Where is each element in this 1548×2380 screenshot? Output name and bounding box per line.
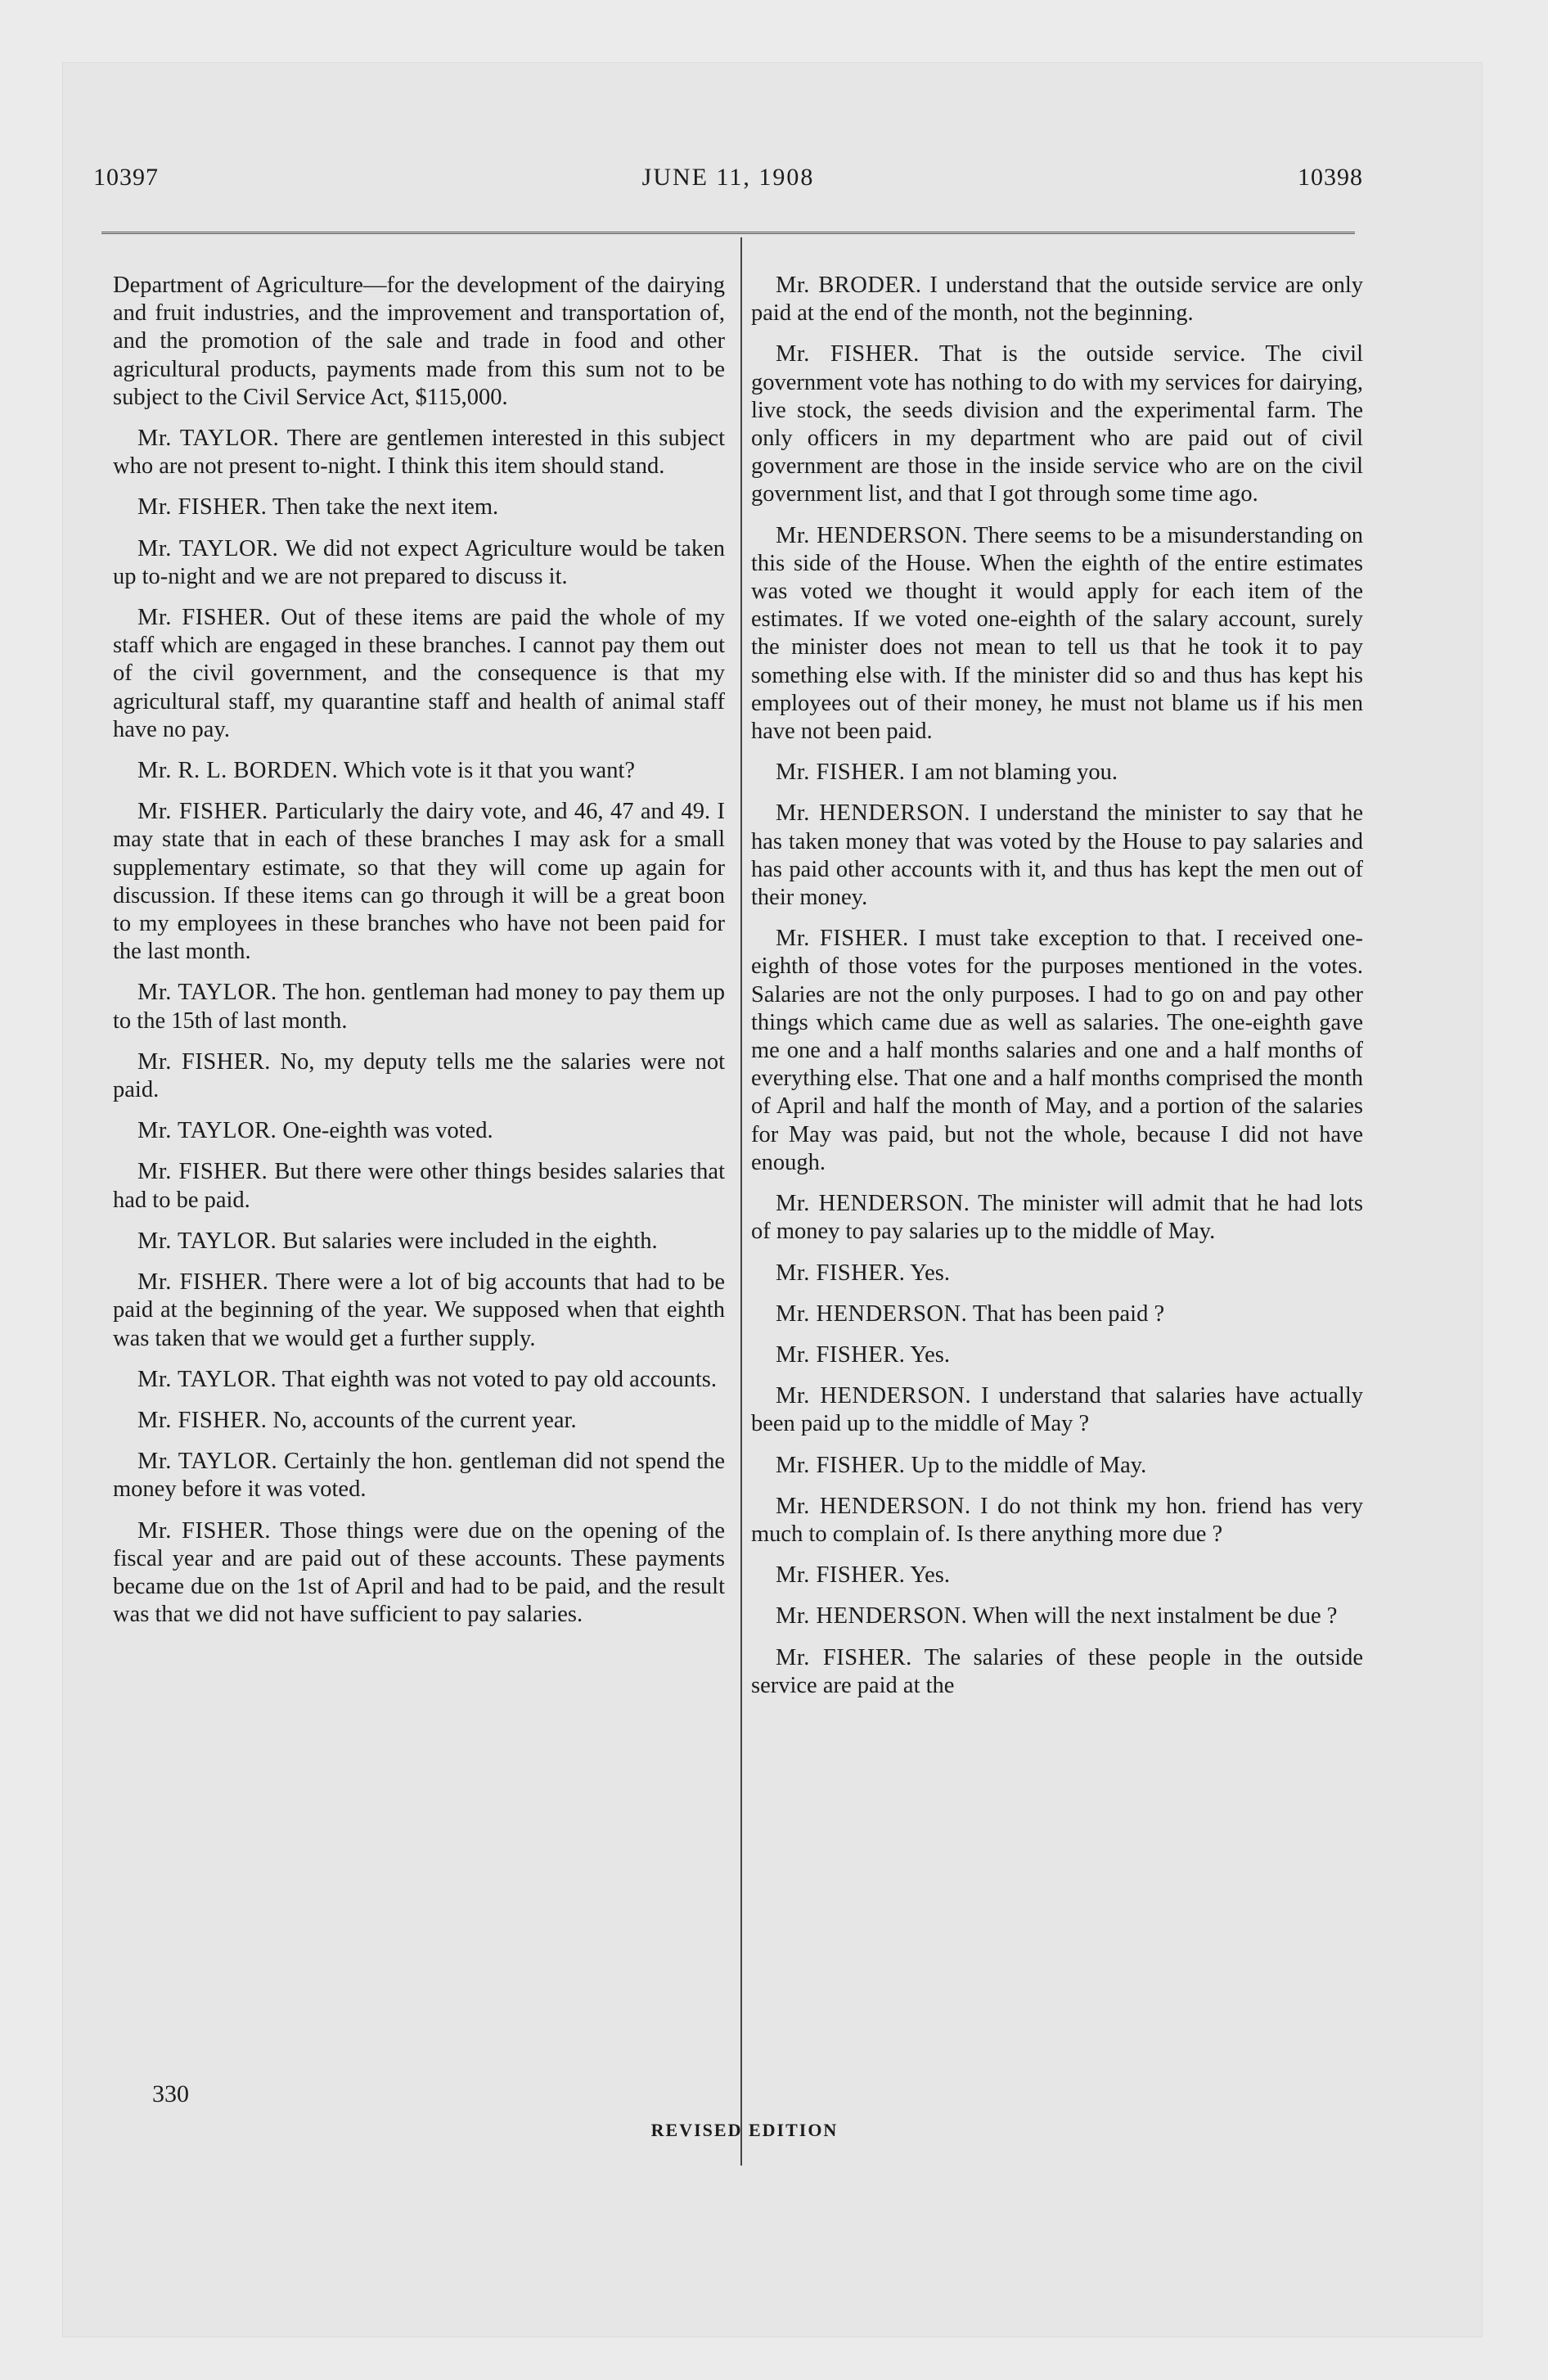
speech-text: The minister will admit that he had lots of money to pay salaries up to the middle of May. [751,1191,1363,1245]
speech-text: Certainly the hon. gentleman did not spend the money before it was voted. [113,1449,726,1503]
debate-paragraph [113,1117,725,1145]
debate-paragraph [113,798,725,966]
speaker-name: Mr. FISHER. [776,1562,906,1589]
speech-text: I understand that the outside service are only paid at the end of the month, not the beginning. [751,273,1363,327]
speech-text: That eighth was not voted to pay old accounts. [281,1366,718,1392]
speaker-name: Mr. FISHER. [137,799,268,825]
edition-label: REVISED EDITION [650,2120,839,2140]
speaker-name: Mr. HENDERSON. [776,1300,968,1327]
speech-text: Out of these items are paid the whole of my staff which are engaged in these branches. I cannot pay them out of the civil government, and the consequence is that my agricultural staff, my quarantine staff and health of animal staff have no pay. [113,605,726,742]
debate-paragraph [751,522,1363,746]
speech-text: I am not blaming you. [911,760,1118,786]
debate-paragraph [751,1644,1363,1700]
speech-text: No, my deputy tells me the salaries were not paid. [113,1048,726,1103]
speaker-name: Mr. R. L. BORDEN. [137,758,339,784]
speech-text: But salaries were included in the eighth. [282,1228,658,1254]
debate-paragraph [751,272,1363,327]
debate-paragraph [113,494,725,521]
debate-paragraph [113,1448,725,1503]
debate-paragraph [113,535,725,591]
debate-paragraph [751,1452,1363,1480]
debate-paragraph [113,1269,725,1353]
speech-text: Department of Agriculture—for the development of the dairying and fruit industries, and the improvement and transportation of, and the promotion of the sale and trade in food and other agricultural products, payments made from this sum not to be subject to the Civil Service Act, $115,000. [113,273,725,410]
speech-text: Particularly the dairy vote, and 46, 47 and 49. I may state that in each of these branches I may ask for a small supplementary estimate, so that they will come up again for discussion. If these items can go through it will be a great boon to my employees in these branches who have not been paid for the last month. [113,799,726,965]
speaker-name: Mr. FISHER. [776,341,920,367]
header-date: JUNE 11, 1908 [641,164,815,191]
debate-paragraph [751,1493,1363,1548]
debate-paragraph [751,1260,1363,1287]
debate-paragraph [751,1300,1363,1328]
speech-text: Yes. [910,1341,951,1368]
speech-text: Which vote is it that you want? [343,758,636,784]
speaker-name: Mr. TAYLOR. [137,535,279,561]
speech-text: I must take exception to that. I received one-eighth of those votes for the purposes mentioned in the votes. Salaries are not the only purposes. I had to go on and pay other things which came due as well as salaries. The one-eighth gave me one and a half months salaries and one and a half months of everything else. That one and a half months comprised the month of April and half the month of May, and a portion of the salaries for May was paid, but not the whole, because I did not have enough. [751,926,1364,1175]
speech-text: Those things were due on the opening of the fiscal year and are paid out of these accounts. These payments became due on the 1st of April and had to be paid, and the result was that we did not have sufficient to pay salaries. [113,1517,725,1628]
debate-paragraph [113,979,725,1034]
speaker-name: Mr. TAYLOR. [137,1366,277,1392]
speaker-name: Mr. HENDERSON. [776,1383,972,1409]
debate-paragraph [751,1562,1363,1589]
page-header [93,164,1363,205]
speech-text: Yes. [910,1260,951,1286]
debate-paragraph [113,1517,725,1629]
speaker-name: Mr. FISHER. [137,1407,268,1433]
speaker-name: Mr. TAYLOR. [137,426,280,452]
right-page-number: 10398 [1298,164,1363,191]
speaker-name: Mr. FISHER. [137,494,268,521]
speaker-name: Mr. TAYLOR. [137,980,277,1006]
speaker-name: Mr. FISHER. [137,1048,271,1075]
speech-text: That is the outside service. The civil government vote has nothing to do with my services for dairying, live stock, the seeds division and the experimental farm. The only officers in my department who are paid out of civil government are those in the inside service who are on the civil government list, and that I got through some time ago. [751,341,1363,507]
speech-text: The hon. gentleman had money to pay them up to the 15th of last month. [113,980,725,1034]
speaker-name: Mr. TAYLOR. [137,1228,277,1254]
speech-text: Then take the next item. [272,494,499,521]
speech-text: No, accounts of the current year. [272,1407,577,1433]
debate-paragraph [113,425,725,480]
header-rule [101,232,1355,234]
speaker-name: Mr. FISHER. [776,1452,906,1478]
speaker-name: Mr. FISHER. [776,1341,906,1368]
speaker-name: Mr. FISHER. [137,1269,269,1296]
speaker-name: Mr. TAYLOR. [137,1449,278,1475]
debate-paragraph [113,1048,725,1104]
speech-text: I understand the minister to say that he has taken money that was voted by the House to pay salaries and has paid other accounts with it, and thus has kept the men out of their money. [751,800,1364,911]
speech-text: There are gentlemen interested in this subject who are not present to-night. I think this item should stand. [113,426,725,480]
debate-paragraph [113,1366,725,1394]
debate-paragraph [751,1341,1363,1369]
speaker-name: Mr. FISHER. [776,760,906,786]
left-column [113,272,725,1642]
speaker-name: Mr. HENDERSON. [776,1603,968,1629]
speaker-name: Mr. FISHER. [137,605,272,631]
debate-paragraph [113,757,725,785]
speech-text: I do not think my hon. friend has very much to complain of. Is there anything more due ? [751,1493,1363,1547]
speech-text: We did not expect Agriculture would be taken up to-night and we are not prepared to discuss it. [113,535,725,589]
speech-text: I understand that salaries have actually been paid up to the middle of May ? [751,1383,1363,1437]
debate-paragraph [751,1190,1363,1246]
debate-paragraph [751,340,1363,508]
right-column [751,272,1363,1713]
debate-paragraph [113,1158,725,1214]
debate-paragraph [113,1228,725,1255]
debate-paragraph [113,272,725,412]
debate-paragraph [751,759,1363,787]
debate-paragraph [113,1407,725,1435]
speaker-name: Mr. HENDERSON. [776,800,971,827]
debate-paragraph [113,604,725,744]
speaker-name: Mr. TAYLOR. [137,1118,277,1144]
speaker-name: Mr. FISHER. [137,1517,271,1544]
speaker-name: Mr. HENDERSON. [776,1493,971,1519]
left-page-number: 10397 [93,164,159,191]
speech-text: But there were other things besides salaries that had to be paid. [113,1159,726,1213]
speaker-name: Mr. HENDERSON. [776,1191,970,1217]
debate-paragraph [751,800,1363,912]
speaker-name: Mr. FISHER. [776,926,909,952]
speech-text: Up to the middle of May. [911,1452,1147,1478]
speaker-name: Mr. FISHER. [776,1644,912,1670]
speech-text: One-eighth was voted. [282,1118,493,1144]
footer-page-number: 330 [152,2080,189,2107]
speaker-name: Mr. BRODER. [776,273,922,298]
speech-text: That has been paid ? [972,1300,1165,1327]
debate-paragraph [751,925,1363,1177]
speaker-name: Mr. FISHER. [137,1159,268,1185]
speech-text: There were a lot of big accounts that had to be paid at the beginning of the year. We supposed when that eighth was taken that we would get a further supply. [113,1269,725,1351]
column-divider [740,237,742,2166]
speech-text: Yes. [910,1562,951,1589]
debate-paragraph [751,1602,1363,1630]
speech-text: When will the next instalment be due ? [972,1603,1338,1629]
speaker-name: Mr. FISHER. [776,1260,906,1286]
speech-text: There seems to be a misunderstanding on this side of the House. When the eighth of the entire estimates was voted we thought it would apply for each item of the estimates. If we voted one-eighth of the salary account, surely the minister does not mean to tell us that he took it to pay something else with. If the minister did so and thus has kept his employees out of their money, he must not blame us if his men have not been paid. [751,522,1363,745]
speech-text: The salaries of these people in the outside service are paid at the [751,1644,1363,1698]
debate-paragraph [751,1382,1363,1438]
speaker-name: Mr. HENDERSON. [776,522,968,548]
